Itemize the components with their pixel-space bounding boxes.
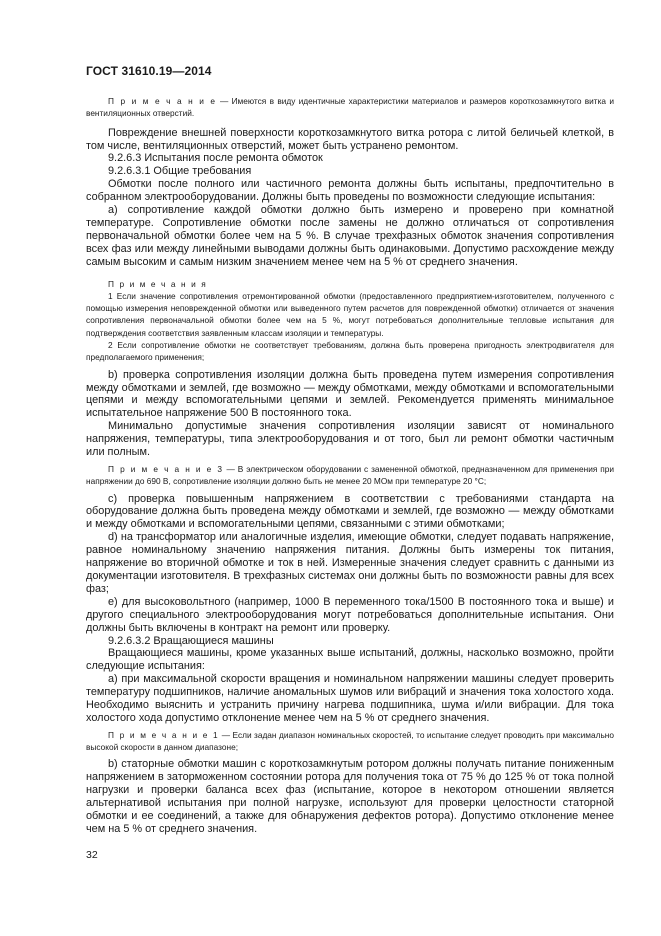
note-paragraph xyxy=(86,95,614,120)
page-body xyxy=(86,95,614,836)
subsection-heading: 9.2.6.3.1 Общие требования xyxy=(108,165,252,178)
list-item-a: а) при максимальной скорости вращения и номинальном напряжении машины следует проверить температуру подшипников, наличие аномальных шумов или вибраций и значения тока холостого хода. Необходимо выяснить и устранить причину нагрева подшипника, шума и/или вибрации. Для тока холостого хода допустимо отклонение менее чем на 5 % от среднего значения. xyxy=(86,673,614,724)
note-item-1: 1 Если значение сопротивления отремонтированной обмотки (предоставленного предприятием-изготовителем, полученного с помощью измерения неповрежденной обмотки или выведенного путем расчетов для поврежденной обмотки) отличается от значения сопротивления первоначальной обмотки более чем на 5 %, могут потребоваться дополнительные тепловые испытания для подтверждения соответствия заявленным классам изоляции и температуры. xyxy=(86,290,614,338)
page-header: ГОСТ 31610.19—2014 xyxy=(86,64,212,78)
note-label: П р и м е ч а н и е xyxy=(108,96,217,106)
page-number: 32 xyxy=(86,849,98,861)
body-paragraph: Вращающиеся машины, кроме указанных выше испытаний, должны, насколько возможно, пройти следующие испытания: xyxy=(86,647,614,673)
note-label: П р и м е ч а н и е 1 xyxy=(108,729,220,740)
note-text: — Если задан диапазон номинальных скоростей, то испытание следует проводить при максимально высокой скорости в данном диапазоне; xyxy=(86,729,614,753)
note-text: — Имеются в виду идентичные характеристики материалов и размеров короткозамкнутого витка и вентиляционных отверстий. xyxy=(86,96,614,119)
list-item-e: е) для высоковольтного (например, 1000 В переменного тока/1500 В постоянного тока и выше) и другого специального электрооборудования могут потребоваться дополнительные испытания. Они должны быть включены в контракт на ремонт или проверку. xyxy=(86,595,614,634)
section-heading: 9.2.6.3 Испытания после ремонта обмоток xyxy=(108,152,323,165)
list-item-a: а) сопротивление каждой обмотки должно быть измерено и проверено при комнатной температуре. Сопротивление обмотки после замены не должно отличаться от сопротивления первоначальной обмотки более чем на 5 %. В случае трехфазных обмоток значения сопротивления всех фаз или между линейными выводами должны быть одинаковыми. Допустимо расхождение между самым высоким и самым низким значением менее чем на 5 % от среднего значения. xyxy=(86,204,614,268)
note-paragraph xyxy=(86,463,614,488)
body-paragraph: Обмотки после полного или частичного ремонта должны быть испытаны, предпочтительно в собранном электрооборудовании. Должны быть проведены по возможности следующие испытания: xyxy=(86,178,614,204)
note-paragraph xyxy=(86,729,614,754)
note-item-2: 2 Если сопротивление обмотки не соответствует требованиям, должна быть проверена пригодность электродвигателя для предполагаемого применения; xyxy=(86,340,614,363)
list-item-c: с) проверка повышенным напряжением в соответствии с требованиями стандарта на оборудование должна быть проведена между обмотками и землей, где возможно — между обмотками и между обмотками и вспомогательными цепями, связанными с этими обмотками; xyxy=(86,492,614,531)
section-heading: 9.2.6.3.2 Вращающиеся машины xyxy=(108,634,274,647)
note-text: — В электрическом оборудовании с замененной обмоткой, предназначенном для применения при напряжении до 690 В, сопротивление изоляции должно быть не менее 20 МОм при температуре 20 °С; xyxy=(86,463,614,487)
list-item-b: b) статорные обмотки машин с короткозамкнутым ротором должны получать питание пониженным напряжением в заторможенном состоянии ротора для получения тока от 75 % до 125 % от тока полной нагрузки и проверки баланса всех фаз (испытание, которое в некотором отношении является альтернативой испытания при полной нагрузке, используют для проверки целостности статорной обмотки и ее соединений, а также для обнаружения дефектов ротора). Допустимо отклонение менее чем на 5 % от среднего значения. xyxy=(86,758,614,836)
list-item-d: d) на трансформатор или аналогичные изделия, имеющие обмотки, следует подавать напряжение, равное номинальному значению напряжения питания. Должны быть измерены ток питания, напряжение во вторичной обмотке и ток в ней. Измеренные значения следует сравнить с данными из документации изготовителя. В трехфазных системах они должны быть по возможности равны для всех фаз; xyxy=(86,531,614,595)
note-label: П р и м е ч а н и е 3 xyxy=(108,463,224,474)
notes-heading xyxy=(86,278,614,290)
body-paragraph: Минимально допустимые значения сопротивления изоляции зависят от номинального напряжения, температуры, типа электрооборудования и от того, был ли ремонт обмотки частичным или полным. xyxy=(86,420,614,459)
note-label: П р и м е ч а н и я xyxy=(108,278,208,289)
list-item-b: b) проверка сопротивления изоляции должна быть проведена путем измерения сопротивления между обмотками и землей, где возможно — между обмотками, между обмотками и вспомогательными цепями и между вспомогательными цепями и землей. Рекомендуется применять минимальное испытательное напряжение 500 В постоянного тока. xyxy=(86,368,614,420)
body-paragraph: Повреждение внешней поверхности короткозамкнутого витка ротора с литой беличьей клеткой, в том числе, вентиляционных отверстий, может быть устранено ремонтом. xyxy=(86,126,614,152)
